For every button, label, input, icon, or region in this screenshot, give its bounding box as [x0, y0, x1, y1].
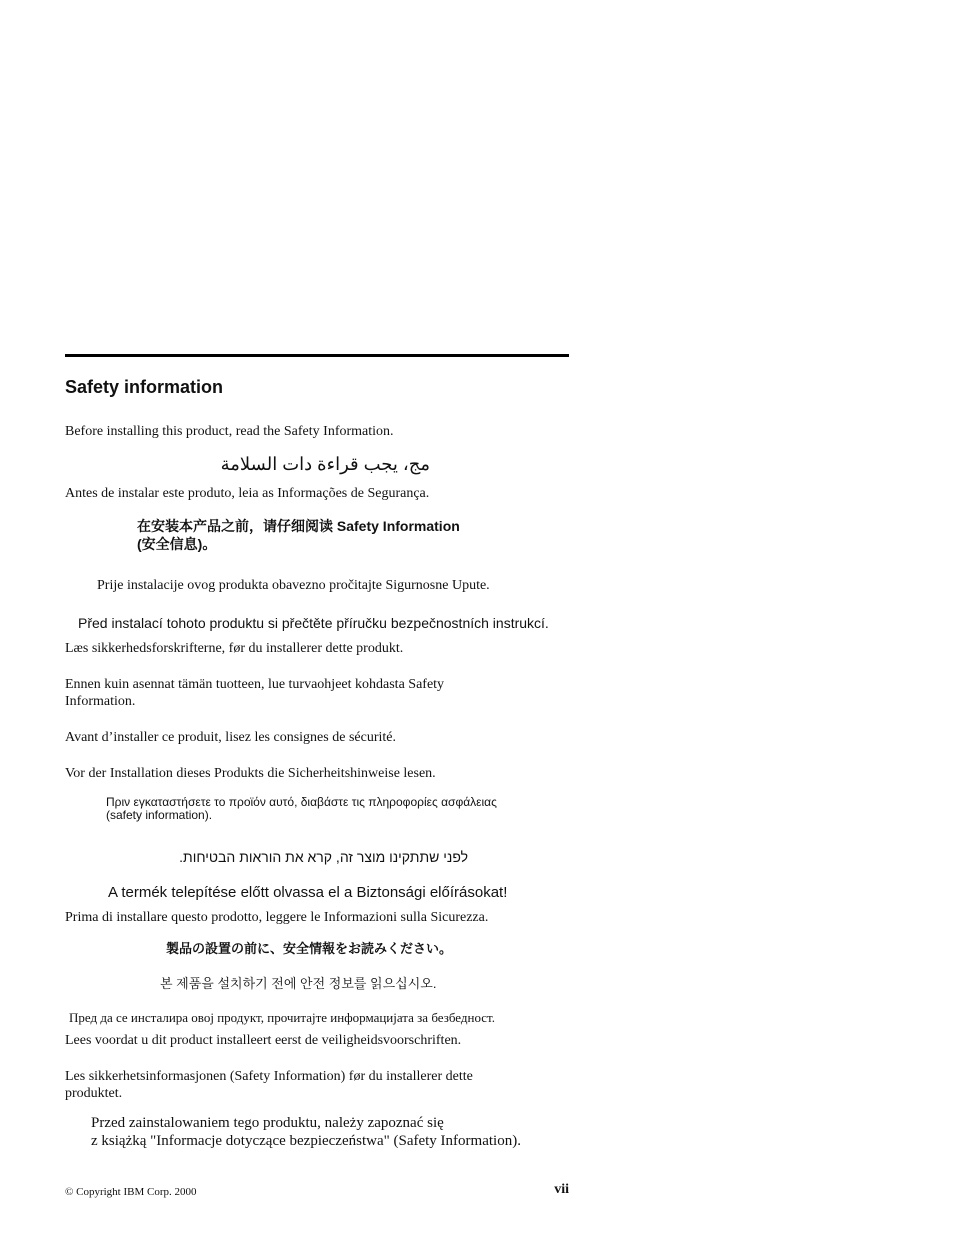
safety-line-portuguese: Antes de instalar este produto, leia as Informações de Segurança. [65, 486, 430, 501]
safety-line-greek-2: (safety information). [106, 808, 213, 822]
safety-line-polish-1: Przed zainstalowaniem tego produktu, należy zapoznać się [91, 1115, 444, 1131]
safety-line-arabic: مج، يجب قراءة دات السلامة [220, 454, 430, 474]
safety-line-hebrew: לפני שתתקינו מוצר זה, קרא את הוראות הבטיחות. [179, 849, 468, 865]
safety-line-croatian: Prije instalacije ovog produkta obavezno pročitajte Sigurnosne Upute. [97, 578, 490, 593]
page-number: vii [554, 1182, 569, 1197]
safety-line-hungarian: A termék telepítése előtt olvassa el a Biztonsági előírásokat! [108, 884, 508, 901]
copyright-footer: © Copyright IBM Corp. 2000 [65, 1186, 197, 1198]
safety-line-french: Avant d’installer ce produit, lisez les consignes de sécurité. [65, 730, 396, 745]
safety-line-danish: Læs sikkerhedsforskrifterne, før du installerer dette produkt. [65, 641, 404, 656]
safety-line-english: Before installing this product, read the Safety Information. [65, 424, 394, 439]
safety-line-chinese-1: 在安装本产品之前，请仔细阅读 Safety Information [137, 518, 460, 534]
safety-line-italian: Prima di installare questo prodotto, leggere le Informazioni sulla Sicurezza. [65, 910, 489, 925]
safety-line-japanese: 製品の設置の前に、安全情報をお読みください。 [166, 941, 453, 956]
safety-line-finnish-1: Ennen kuin asennat tämän tuotteen, lue turvaohjeet kohdasta Safety [65, 677, 445, 692]
safety-line-chinese-2: (安全信息)。 [137, 536, 217, 552]
safety-line-czech: Před instalací tohoto produktu si přečtěte příručku bezpečnostních instrukcí. [78, 615, 549, 631]
safety-line-finnish-2: Information. [65, 694, 136, 709]
safety-line-german: Vor der Installation dieses Produkts die Sicherheitshinweise lesen. [65, 766, 436, 781]
safety-line-macedonian: Пред да се инсталира овој продукт, прочитајте информацијата за безбедност. [69, 1010, 495, 1025]
safety-line-norwegian-1: Les sikkerhetsinformasjonen (Safety Information) før du installerer dette [65, 1069, 473, 1084]
safety-line-korean: 본 제품을 설치하기 전에 안전 정보를 읽으십시오. [160, 976, 437, 991]
section-title: Safety information [65, 377, 224, 397]
section-rule [65, 354, 569, 357]
safety-line-dutch: Lees voordat u dit product installeert eerst de veiligheidsvoorschriften. [65, 1033, 462, 1048]
safety-line-greek-1: Πριν εγκαταστήσετε το προϊόν αυτό, διαβάστε τις πληροφορίες ασφάλειας [106, 795, 497, 809]
safety-line-norwegian-2: produktet. [65, 1086, 123, 1101]
safety-line-polish-2: z książką "Informacje dotyczące bezpieczeństwa" (Safety Information). [91, 1133, 521, 1149]
